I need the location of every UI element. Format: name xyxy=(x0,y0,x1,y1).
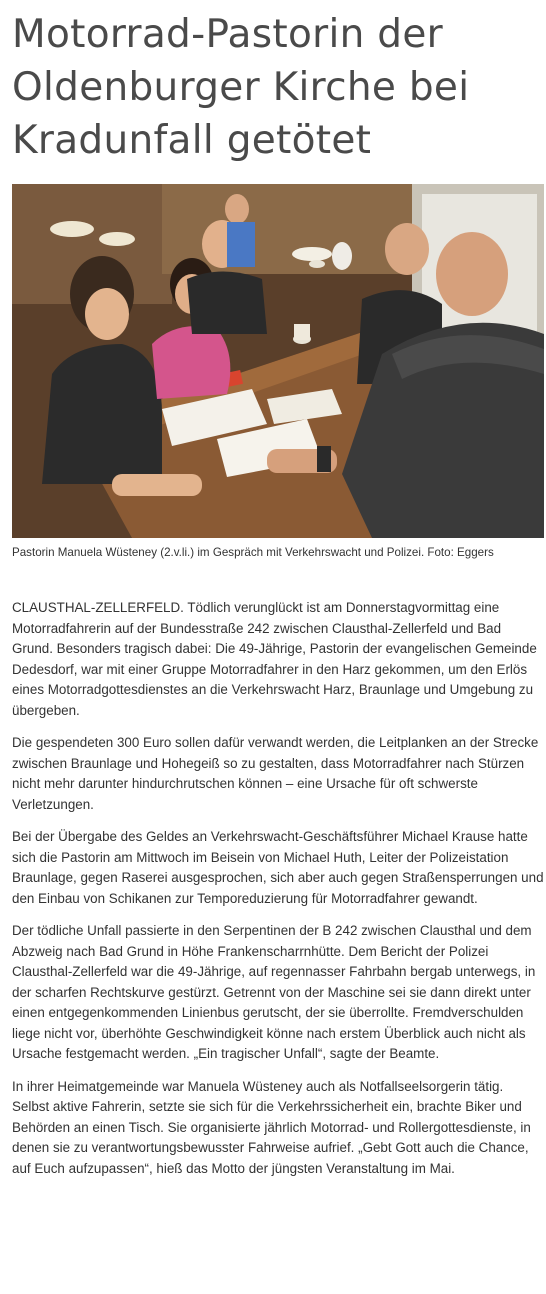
photo-caption: Pastorin Manuela Wüsteney (2.v.li.) im Gespräch mit Verkehrswacht und Polizei. Foto: Eggers xyxy=(12,546,494,559)
article-body xyxy=(12,598,544,1191)
paragraph: Der tödliche Unfall passierte in den Serpentinen der B 242 zwischen Clausthal und dem Abzweig nach Bad Grund in Höhe Frankenscharrnhütte. Dem Bericht der Polizei Clausthal-Zellerfeld war die 49-Jährige, auf regennasser Fahrbahn bergab unterwegs, in der scharfen Rechtskurve gestürzt. Getrennt von der Maschine sei sie dann direkt unter einen entgegenkommenden Linienbus gerutscht, der sie überrollte. Fremdverschulden liege nicht vor, überhöhte Geschwindigkeit könne nach erstem Überblick auch nicht als Ursache festgemacht werden. „Ein tragischer Unfall“, sagte der Beamte. xyxy=(12,923,536,1061)
paragraph: CLAUSTHAL-ZELLERFELD. Tödlich verunglückt ist am Donnerstagvormittag eine Motorradfahrerin auf der Bundesstraße 242 zwischen Clausthal-Zellerfeld und Bad Grund. Besonders tragisch dabei: Die 49-Jährige, Pastorin der evangelischen Gemeinde Dedesdorf, war mit einer Gruppe Motorradfahrer in den Harz gekommen, um den Erlös eines Motorradgottesdienstes an die Verkehrswacht Harz, Braunlage und Umgebung zu übergeben. xyxy=(12,600,537,718)
article-photo xyxy=(12,184,544,538)
paragraph: Die gespendeten 300 Euro sollen dafür verwandt werden, die Leitplanken an der Strecke zwischen Braunlage und Hohegeiß so zu gestalten, dass Motorradfahrer nach Stürzen nicht mehr darunter hindurchrutschen können – eine Ursache für oft schwerste Verletzungen. xyxy=(12,735,539,812)
paragraph: In ihrer Heimatgemeinde war Manuela Wüsteney auch als Notfallseelsorgerin tätig. Selbst aktive Fahrerin, setzte sie sich für die Verkehrssicherheit ein, brachte Biker und Behörden an einen Tisch. Sie organisierte jährlich Motorrad- und Rollergottesdienste, in denen sie zu verantwortungsbewusster Fahrweise aufrief. „Gebt Gott auch die Chance, auf Euch aufzupassen“, hieß das Motto der jüngsten Veranstaltung im Mai. xyxy=(12,1078,531,1176)
article-headline: Motorrad-Pastorin der Oldenburger Kirche bei Kradunfall getötet xyxy=(12,12,470,163)
paragraph: Bei der Übergabe des Geldes an Verkehrswacht-Geschäftsführer Michael Krause hatte sich die Pastorin am Mittwoch im Beisein von Michael Huth, Leiter der Polizeistation Braunlage, gegen Raserei ausgesprochen, sich aber auch gegen Straßensperrungen und den Einbau von Schikanen zur Temporeduzierung für Motorradfahrer gewandt. xyxy=(12,829,544,906)
